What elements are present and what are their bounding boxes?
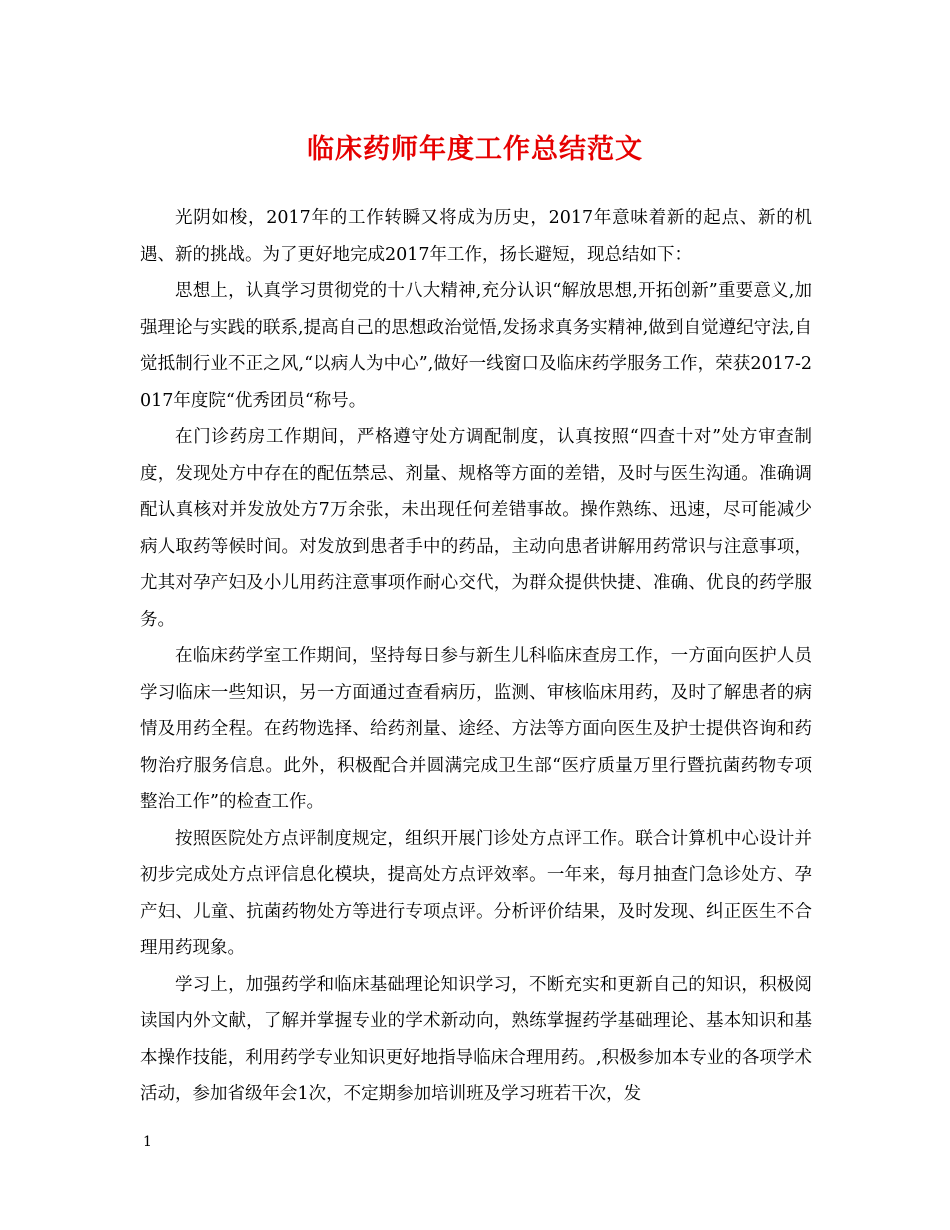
page-number: 1 (143, 1134, 152, 1150)
prescription-review-paragraph: 按照医院处方点评制度规定，组织开展门诊处方点评工作。联合计算机中心设计并初步完成处方点评信息化模块，提高处方点评效率。一年来，每月抽查门急诊处方、孕产妇、儿童、抗菌药物处方等进行专项点评。分析评价结果，及时发现、纠正医生不合理用药现象。 (140, 828, 812, 958)
intro-paragraph: 光阴如梭，2017年的工作转瞬又将成为历史，2017年意味着新的起点、新的机遇、新的挑战。为了更好地完成2017年工作，扬长避短，现总结如下： (140, 208, 812, 265)
document-body (140, 200, 812, 1113)
clinical-pharmacy-paragraph: 在临床药学室工作期间，坚持每日参与新生儿科临床查房工作，一方面向医护人员学习临床一些知识，另一方面通过查看病历，监测、审核临床用药，及时了解患者的病情及用药全程。在药物选择、给药剂量、途经、方法等方面向医生及护士提供咨询和药物治疗服务信息。此外，积极配合并圆满完成卫生部“医疗质量万里行暨抗菌药物专项整治工作”的检查工作。 (140, 646, 812, 812)
outpatient-pharmacy-paragraph: 在门诊药房工作期间，严格遵守处方调配制度，认真按照“四查十对”处方审查制度，发现处方中存在的配伍禁忌、剂量、规格等方面的差错，及时与医生沟通。准确调配认真核对并发放处方7万余张，未出现任何差错事故。操作熟练、迅速，尽可能减少病人取药等候时间。对发放到患者手中的药品，主动向患者讲解用药常识与注意事项，尤其对孕产妇及小儿用药注意事项作耐心交代，为群众提供快捷、准确、优良的药学服务。 (140, 427, 812, 630)
study-paragraph: 学习上，加强药学和临床基础理论知识学习，不断充实和更新自己的知识，积极阅读国内外文献，了解并掌握专业的学术新动向，熟练掌握药学基础理论、基本知识和基本操作技能，利用药学专业知识更好地指导临床合理用药。,积极参加本专业的各项学术活动，参加省级年会1次，不定期参加培训班及学习班若干次，发 (140, 974, 812, 1104)
ideology-paragraph: 思想上，认真学习贯彻党的十八大精神,充分认识“解放思想,开拓创新”重要意义,加强理论与实践的联系,提高自己的思想政治觉悟,发扬求真务实精神,做到自觉遵纪守法,自觉抵制行业不正之风,“以病人为中心”,做好一线窗口及临床药学服务工作，荣获2017-2017年度院“优秀团员“称号。 (140, 281, 812, 411)
document-title: 临床药师年度工作总结范文 (307, 134, 643, 165)
